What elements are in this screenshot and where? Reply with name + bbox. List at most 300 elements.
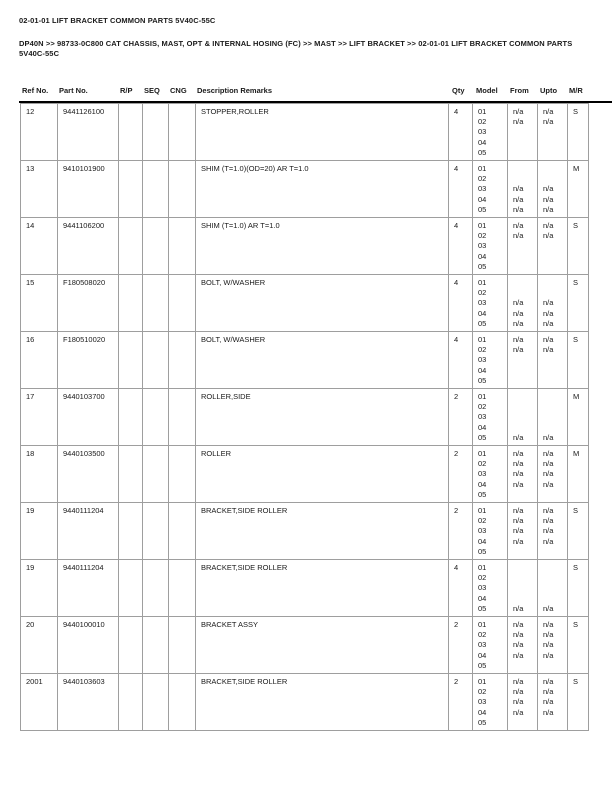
model-line: 05	[478, 489, 487, 499]
upto-line: n/a	[543, 620, 554, 629]
mr-cell: S	[568, 104, 589, 161]
seq-cell	[143, 617, 169, 674]
rp-cell	[119, 674, 143, 731]
upto-cell	[538, 617, 568, 674]
upto-line: n/a	[543, 697, 554, 707]
table-row	[21, 104, 589, 161]
from-line	[513, 164, 536, 174]
table-row	[21, 503, 589, 560]
col-header-ref-no: Ref No.	[22, 86, 49, 95]
table-column-headers	[20, 86, 588, 95]
from-line: n/a	[513, 231, 524, 241]
model-line: 05	[478, 204, 487, 214]
upto-line: n/a	[543, 707, 554, 717]
model-line: 02	[478, 573, 487, 583]
upto-cell	[538, 332, 568, 389]
ref-no-cell: 14	[21, 218, 58, 275]
col-header-cng: CNG	[170, 86, 187, 95]
from-line	[513, 241, 536, 251]
upto-line: n/a	[543, 432, 554, 442]
model-line: 02	[478, 630, 487, 640]
model-cell	[473, 617, 508, 674]
model-cell	[473, 218, 508, 275]
table-row	[21, 617, 589, 674]
model-line: 05	[478, 660, 487, 670]
upto-line	[543, 164, 566, 174]
part-no-cell: 9440111204	[58, 503, 119, 560]
ref-no-cell: 15	[21, 275, 58, 332]
from-line: n/a	[513, 432, 524, 442]
model-line: 01	[478, 506, 487, 515]
mr-cell: S	[568, 617, 589, 674]
model-line: 04	[478, 365, 487, 375]
cng-cell	[169, 617, 196, 674]
from-line: n/a	[513, 194, 524, 204]
from-line: n/a	[513, 516, 524, 526]
from-line	[513, 423, 536, 433]
rp-cell	[119, 617, 143, 674]
upto-line: n/a	[543, 506, 554, 515]
mr-cell: S	[568, 674, 589, 731]
ref-no-cell: 12	[21, 104, 58, 161]
seq-cell	[143, 104, 169, 161]
model-line: 05	[478, 432, 487, 442]
description-cell: BRACKET,SIDE ROLLER	[196, 560, 449, 617]
model-line: 02	[478, 516, 487, 526]
rp-cell	[119, 446, 143, 503]
description-cell: BRACKET,SIDE ROLLER	[196, 674, 449, 731]
model-cell	[473, 446, 508, 503]
from-cell	[508, 503, 538, 560]
cng-cell	[169, 389, 196, 446]
seq-cell	[143, 161, 169, 218]
mr-cell: M	[568, 389, 589, 446]
model-cell	[473, 503, 508, 560]
from-cell	[508, 446, 538, 503]
model-line: 05	[478, 375, 487, 385]
model-line: 01	[478, 164, 487, 173]
table-row	[21, 560, 589, 617]
seq-cell	[143, 503, 169, 560]
model-cell	[473, 560, 508, 617]
from-line: n/a	[513, 459, 524, 469]
from-line	[513, 252, 536, 262]
upto-line: n/a	[543, 298, 554, 308]
model-line: 02	[478, 459, 487, 469]
from-line: n/a	[513, 506, 524, 515]
model-line: 01	[478, 278, 487, 287]
from-line: n/a	[513, 707, 524, 717]
rp-cell	[119, 560, 143, 617]
table-row	[21, 332, 589, 389]
model-line: 01	[478, 449, 487, 458]
cng-cell	[169, 332, 196, 389]
model-line: 04	[478, 194, 487, 204]
upto-line	[543, 288, 566, 298]
upto-cell	[538, 161, 568, 218]
from-line	[513, 355, 536, 365]
col-header-mr: M/R	[569, 86, 583, 95]
mr-cell: S	[568, 218, 589, 275]
model-line: 02	[478, 174, 487, 184]
upto-cell	[538, 503, 568, 560]
cng-cell	[169, 674, 196, 731]
ref-no-cell: 18	[21, 446, 58, 503]
model-cell	[473, 332, 508, 389]
parts-table	[20, 103, 589, 731]
from-line: n/a	[513, 204, 524, 214]
description-cell: SHIM (T=1.0) AR T=1.0	[196, 218, 449, 275]
model-line: 02	[478, 345, 487, 355]
ref-no-cell: 2001	[21, 674, 58, 731]
from-line	[513, 573, 536, 583]
upto-line	[543, 573, 566, 583]
upto-line	[543, 148, 566, 158]
from-line: n/a	[513, 536, 524, 546]
rp-cell	[119, 275, 143, 332]
from-line	[513, 262, 536, 272]
upto-line: n/a	[543, 526, 554, 536]
cng-cell	[169, 218, 196, 275]
upto-line: n/a	[543, 308, 554, 318]
upto-line: n/a	[543, 184, 554, 194]
upto-line	[543, 583, 566, 593]
part-no-cell: 9440103603	[58, 674, 119, 731]
from-line	[513, 127, 536, 137]
qty-cell: 4	[449, 104, 473, 161]
model-line: 03	[478, 583, 487, 593]
model-line: 04	[478, 593, 487, 603]
model-line: 04	[478, 707, 487, 717]
from-line	[513, 412, 536, 422]
seq-cell	[143, 446, 169, 503]
ref-no-cell: 20	[21, 617, 58, 674]
model-line: 05	[478, 546, 487, 556]
col-header-seq: SEQ	[144, 86, 160, 95]
model-line: 05	[478, 717, 487, 727]
model-line: 05	[478, 318, 487, 328]
from-line	[513, 366, 536, 376]
model-line: 01	[478, 677, 487, 686]
model-line: 01	[478, 335, 487, 344]
upto-line	[543, 392, 566, 402]
upto-line	[543, 412, 566, 422]
from-line: n/a	[513, 117, 524, 127]
upto-line: n/a	[543, 449, 554, 458]
table-row	[21, 275, 589, 332]
col-header-part-no: Part No.	[59, 86, 88, 95]
table-row	[21, 446, 589, 503]
upto-cell	[538, 104, 568, 161]
model-line: 01	[478, 221, 487, 230]
qty-cell: 2	[449, 503, 473, 560]
upto-line	[543, 138, 566, 148]
upto-line: n/a	[543, 479, 554, 489]
cng-cell	[169, 560, 196, 617]
mr-cell: M	[568, 161, 589, 218]
description-cell: BRACKET ASSY	[196, 617, 449, 674]
upto-line	[543, 241, 566, 251]
from-line: n/a	[513, 335, 524, 344]
ref-no-cell: 13	[21, 161, 58, 218]
part-no-cell: 9440103700	[58, 389, 119, 446]
qty-cell: 4	[449, 161, 473, 218]
model-line: 01	[478, 563, 487, 572]
model-line: 03	[478, 469, 487, 479]
model-line: 02	[478, 288, 487, 298]
upto-line	[543, 252, 566, 262]
upto-line: n/a	[543, 650, 554, 660]
table-row	[21, 218, 589, 275]
rp-cell	[119, 104, 143, 161]
rp-cell	[119, 503, 143, 560]
ref-no-cell: 16	[21, 332, 58, 389]
model-line: 01	[478, 620, 487, 629]
from-line: n/a	[513, 620, 524, 629]
from-line: n/a	[513, 107, 524, 116]
model-line: 05	[478, 261, 487, 271]
parts-table-body	[21, 104, 589, 731]
col-header-qty: Qty	[452, 86, 465, 95]
model-line: 02	[478, 402, 487, 412]
col-header-description: Description Remarks	[197, 86, 273, 95]
qty-cell: 4	[449, 332, 473, 389]
rp-cell	[119, 161, 143, 218]
model-line: 04	[478, 536, 487, 546]
model-line: 04	[478, 422, 487, 432]
upto-line	[543, 278, 566, 288]
part-no-cell: 9440100010	[58, 617, 119, 674]
from-line	[513, 138, 536, 148]
upto-line: n/a	[543, 107, 554, 116]
description-cell: STOPPER,ROLLER	[196, 104, 449, 161]
ref-no-cell: 19	[21, 503, 58, 560]
rp-cell	[119, 332, 143, 389]
upto-line: n/a	[543, 231, 554, 241]
mr-cell: S	[568, 560, 589, 617]
seq-cell	[143, 674, 169, 731]
from-cell	[508, 389, 538, 446]
upto-line	[543, 490, 566, 500]
model-line: 04	[478, 251, 487, 261]
from-cell	[508, 560, 538, 617]
upto-line: n/a	[543, 345, 554, 355]
description-cell: ROLLER	[196, 446, 449, 503]
from-cell	[508, 161, 538, 218]
from-cell	[508, 275, 538, 332]
upto-cell	[538, 560, 568, 617]
from-line	[513, 547, 536, 557]
upto-line	[543, 355, 566, 365]
upto-line	[543, 174, 566, 184]
from-line	[513, 718, 536, 728]
upto-line: n/a	[543, 630, 554, 640]
from-line: n/a	[513, 469, 524, 479]
upto-cell	[538, 275, 568, 332]
from-line: n/a	[513, 479, 524, 489]
qty-cell: 4	[449, 560, 473, 617]
from-line: n/a	[513, 345, 524, 355]
rp-cell	[119, 218, 143, 275]
cng-cell	[169, 104, 196, 161]
from-line: n/a	[513, 687, 524, 697]
from-line: n/a	[513, 697, 524, 707]
model-line: 04	[478, 650, 487, 660]
seq-cell	[143, 218, 169, 275]
cng-cell	[169, 446, 196, 503]
model-line: 03	[478, 355, 487, 365]
upto-line: n/a	[543, 117, 554, 127]
upto-line	[543, 718, 566, 728]
upto-cell	[538, 674, 568, 731]
description-cell: BOLT, W/WASHER	[196, 275, 449, 332]
cng-cell	[169, 503, 196, 560]
from-line: n/a	[513, 298, 524, 308]
from-line: n/a	[513, 650, 524, 660]
qty-cell: 2	[449, 389, 473, 446]
part-no-cell: F180508020	[58, 275, 119, 332]
upto-cell	[538, 446, 568, 503]
model-line: 05	[478, 147, 487, 157]
qty-cell: 2	[449, 617, 473, 674]
part-no-cell: F180510020	[58, 332, 119, 389]
upto-line: n/a	[543, 677, 554, 686]
mr-cell: S	[568, 503, 589, 560]
col-header-upto: Upto	[540, 86, 558, 95]
upto-line	[543, 563, 566, 573]
upto-line	[543, 423, 566, 433]
from-line: n/a	[513, 603, 524, 613]
description-cell: SHIM (T=1.0)(OD=20) AR T=1.0	[196, 161, 449, 218]
mr-cell: S	[568, 332, 589, 389]
from-line: n/a	[513, 221, 524, 230]
model-line: 03	[478, 526, 487, 536]
from-line	[513, 661, 536, 671]
upto-line	[543, 366, 566, 376]
upto-cell	[538, 389, 568, 446]
model-line: 05	[478, 603, 487, 613]
from-line: n/a	[513, 184, 524, 194]
seq-cell	[143, 332, 169, 389]
part-no-cell: 9440103500	[58, 446, 119, 503]
description-cell: ROLLER,SIDE	[196, 389, 449, 446]
model-line: 04	[478, 479, 487, 489]
from-line	[513, 402, 536, 412]
from-cell	[508, 332, 538, 389]
upto-line: n/a	[543, 536, 554, 546]
col-header-rp: R/P	[120, 86, 133, 95]
model-line: 03	[478, 412, 487, 422]
from-line	[513, 563, 536, 573]
col-header-model: Model	[476, 86, 498, 95]
from-line	[513, 288, 536, 298]
model-line: 02	[478, 687, 487, 697]
from-line: n/a	[513, 308, 524, 318]
breadcrumb: DP40N >> 98733-0C800 CAT CHASSIS, MAST, OPT & INTERNAL HOSING (FC) >> MAST >> LIFT BRACKET >> 02-01-01 LIFT BRACKET COMMON PARTS 5V40C-55C	[19, 39, 573, 58]
upto-line	[543, 594, 566, 604]
model-cell	[473, 161, 508, 218]
upto-cell	[538, 218, 568, 275]
upto-line: n/a	[543, 469, 554, 479]
model-line: 02	[478, 117, 487, 127]
upto-line	[543, 402, 566, 412]
table-row	[21, 389, 589, 446]
ref-no-cell: 17	[21, 389, 58, 446]
from-line	[513, 594, 536, 604]
upto-line: n/a	[543, 194, 554, 204]
model-cell	[473, 674, 508, 731]
page-title: 02-01-01 LIFT BRACKET COMMON PARTS 5V40C-55C	[19, 16, 216, 25]
model-line: 03	[478, 241, 487, 251]
from-line: n/a	[513, 526, 524, 536]
upto-line	[543, 262, 566, 272]
table-row	[21, 674, 589, 731]
rp-cell	[119, 389, 143, 446]
upto-line: n/a	[543, 221, 554, 230]
upto-line	[543, 547, 566, 557]
description-cell: BRACKET,SIDE ROLLER	[196, 503, 449, 560]
model-line: 01	[478, 392, 487, 401]
qty-cell: 4	[449, 218, 473, 275]
model-line: 02	[478, 231, 487, 241]
seq-cell	[143, 389, 169, 446]
part-no-cell: 9441106200	[58, 218, 119, 275]
model-cell	[473, 389, 508, 446]
from-line	[513, 392, 536, 402]
from-line: n/a	[513, 630, 524, 640]
col-header-from: From	[510, 86, 529, 95]
model-line: 01	[478, 107, 487, 116]
model-line: 03	[478, 184, 487, 194]
upto-line: n/a	[543, 459, 554, 469]
cng-cell	[169, 161, 196, 218]
model-line: 03	[478, 127, 487, 137]
from-line	[513, 174, 536, 184]
model-line: 04	[478, 308, 487, 318]
from-line	[513, 376, 536, 386]
upto-line: n/a	[543, 687, 554, 697]
cng-cell	[169, 275, 196, 332]
from-cell	[508, 218, 538, 275]
upto-line: n/a	[543, 335, 554, 344]
qty-cell: 2	[449, 674, 473, 731]
upto-line: n/a	[543, 516, 554, 526]
part-no-cell: 9410101900	[58, 161, 119, 218]
upto-line	[543, 661, 566, 671]
from-line: n/a	[513, 318, 524, 328]
model-line: 03	[478, 640, 487, 650]
upto-line: n/a	[543, 318, 554, 328]
from-cell	[508, 674, 538, 731]
from-line	[513, 148, 536, 158]
qty-cell: 4	[449, 275, 473, 332]
model-line: 03	[478, 697, 487, 707]
upto-line	[543, 376, 566, 386]
from-line	[513, 583, 536, 593]
from-line: n/a	[513, 640, 524, 650]
mr-cell: S	[568, 275, 589, 332]
upto-line: n/a	[543, 603, 554, 613]
upto-line: n/a	[543, 204, 554, 214]
model-cell	[473, 275, 508, 332]
from-line: n/a	[513, 449, 524, 458]
table-row	[21, 161, 589, 218]
ref-no-cell: 19	[21, 560, 58, 617]
from-cell	[508, 617, 538, 674]
part-no-cell: 9441126100	[58, 104, 119, 161]
upto-line	[543, 127, 566, 137]
model-line: 03	[478, 298, 487, 308]
